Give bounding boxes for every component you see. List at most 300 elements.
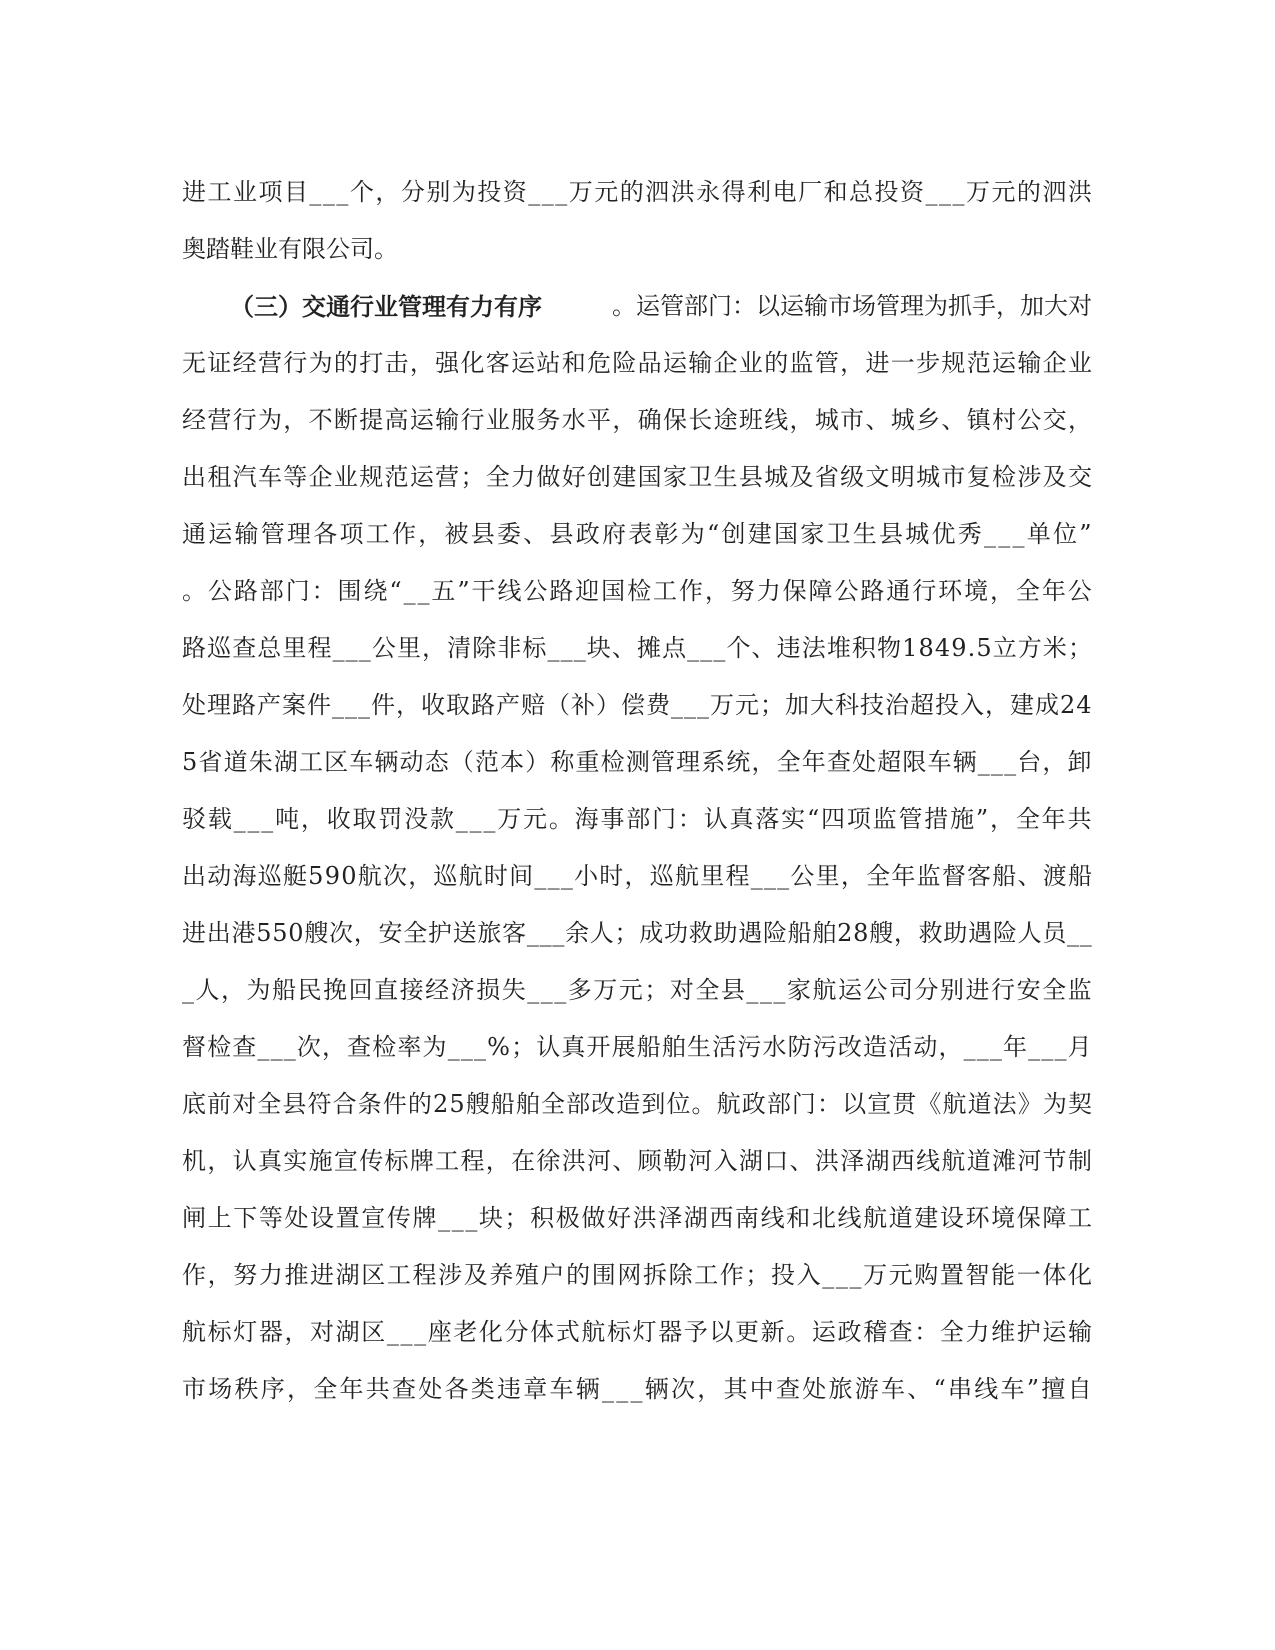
text-char: 省 xyxy=(198,748,223,776)
text-char: 老 xyxy=(453,1318,478,1346)
text-char: _ xyxy=(835,1261,848,1289)
text-char: _ xyxy=(547,634,560,662)
text-char: 经 xyxy=(182,406,206,434)
text-char: 予 xyxy=(683,1318,708,1346)
text-char: 更 xyxy=(735,1318,760,1346)
text-char: 航 xyxy=(812,976,837,1004)
text-char: 5 xyxy=(272,919,288,947)
text-char: 辆 xyxy=(374,748,399,776)
text-char: 接 xyxy=(399,976,424,1004)
text-char: （ xyxy=(546,691,570,719)
text-char: 共 xyxy=(365,1375,390,1403)
text-char: 检 xyxy=(992,463,1016,491)
text-char: _ xyxy=(465,1204,478,1232)
text-char: 处 xyxy=(418,1375,443,1403)
text-char: _ xyxy=(990,748,1003,776)
text-char: 管 xyxy=(814,349,839,377)
text-char: _ xyxy=(332,634,345,662)
text-char: 投 xyxy=(874,178,899,206)
text-char: _ xyxy=(1054,1033,1067,1061)
text-char: 政 xyxy=(575,520,600,548)
text-char: 真 xyxy=(729,805,754,833)
text-char: 运 xyxy=(837,976,862,1004)
text-char: 的 xyxy=(764,349,789,377)
text-char: 施 xyxy=(308,1147,333,1175)
text-char: 体 xyxy=(530,1318,555,1346)
text-char: 艘 xyxy=(465,1090,490,1118)
text-char: 节 xyxy=(1042,1147,1067,1175)
text-char: ， xyxy=(985,691,1009,719)
text-char: 检 xyxy=(627,577,652,605)
text-char: 条 xyxy=(357,1090,382,1118)
text-char: _ xyxy=(616,1375,629,1403)
text-char: 境 xyxy=(964,577,989,605)
text-char: 等 xyxy=(283,463,308,491)
text-char: _ xyxy=(1041,1033,1054,1061)
text-char: ， xyxy=(840,349,865,377)
text-char: 府 xyxy=(602,520,626,548)
text-char: 护 xyxy=(427,919,452,947)
text-char: 里 xyxy=(396,634,421,662)
text-char: 清 xyxy=(447,634,472,662)
text-char: 牌 xyxy=(409,1147,434,1175)
text-char: 部 xyxy=(566,1090,591,1118)
text-char: 确 xyxy=(637,406,662,434)
text-char: 为 xyxy=(246,976,271,1004)
text-char: 以 xyxy=(842,1090,867,1118)
text-char: （ xyxy=(449,748,474,776)
text-char: 保 xyxy=(662,406,687,434)
text-char: 行 xyxy=(991,976,1016,1004)
text-char: 称 xyxy=(550,748,575,776)
text-char: 。 xyxy=(691,1090,716,1118)
text-char: 助 xyxy=(943,919,968,947)
text-char: 系 xyxy=(701,748,726,776)
text-char: 督 xyxy=(182,1033,206,1061)
text-char: 客 xyxy=(485,349,510,377)
text-char: 》 xyxy=(1017,1090,1042,1118)
text-char: 程 xyxy=(725,862,750,890)
text-char: 处 xyxy=(852,748,877,776)
text-line xyxy=(182,1190,1092,1247)
text-char: 化 xyxy=(1067,1261,1092,1289)
text-char: 险 xyxy=(762,919,787,947)
text-line xyxy=(182,1304,1092,1361)
text-char: 及 xyxy=(1042,463,1067,491)
text-char: 家 xyxy=(662,463,687,491)
text-char: 水 xyxy=(561,406,586,434)
text-char: 舶 xyxy=(812,919,837,947)
text-char: _ xyxy=(773,976,786,1004)
text-char: 造 xyxy=(616,1090,641,1118)
text-char: 力 xyxy=(511,463,536,491)
text-char: 元 xyxy=(991,178,1016,206)
text-char: 出 xyxy=(206,919,231,947)
text-char: 建 xyxy=(747,520,772,548)
text-char: 、 xyxy=(611,634,636,662)
text-char: 工 xyxy=(386,1261,411,1289)
text-char: 港 xyxy=(231,919,256,947)
text-char: 航 xyxy=(942,1090,967,1118)
text-char: 案 xyxy=(282,691,306,719)
text-char: 进 xyxy=(182,919,206,947)
text-char: 车 xyxy=(349,748,374,776)
text-char: ， xyxy=(840,862,865,890)
text-char: ； xyxy=(644,976,669,1004)
text-char: ； xyxy=(504,1204,529,1232)
text-char: 车 xyxy=(927,748,952,776)
text-char: 自 xyxy=(1067,1375,1092,1403)
text-char: _ xyxy=(417,577,430,605)
text-char: 件 xyxy=(371,691,395,719)
text-char: ） xyxy=(596,691,620,719)
text-char: 查 xyxy=(776,1375,800,1403)
text-char: 安 xyxy=(1016,976,1041,1004)
text-char: 艘 xyxy=(304,919,329,947)
text-line xyxy=(182,1361,1092,1418)
text-char: 大 xyxy=(810,691,834,719)
text-char: 全 xyxy=(1015,577,1040,605)
text-char: 企 xyxy=(713,349,738,377)
text-char: % xyxy=(487,1033,510,1061)
text-char: 查 xyxy=(232,1033,257,1061)
text-char: 。 xyxy=(182,577,206,605)
text-char: 遇 xyxy=(738,919,763,947)
text-char: ） xyxy=(525,748,550,776)
text-char: 偿 xyxy=(621,691,645,719)
text-char: 万 xyxy=(863,1261,888,1289)
text-char: 位 xyxy=(1053,520,1078,548)
text-char: 加 xyxy=(785,691,809,719)
text-char: 实 xyxy=(781,805,806,833)
text-char: 舶 xyxy=(661,1033,686,1061)
text-char: _ xyxy=(455,805,468,833)
text-char: 万 xyxy=(568,178,593,206)
text-char: ， xyxy=(284,1318,309,1346)
text-char: _ xyxy=(332,691,344,719)
text-char: 企 xyxy=(308,463,333,491)
text-char: _ xyxy=(451,1204,464,1232)
text-char: 公 xyxy=(834,577,859,605)
text-char: _ xyxy=(345,634,358,662)
text-char: 取 xyxy=(352,805,377,833)
text-char: _ xyxy=(473,1033,486,1061)
text-char: 查 xyxy=(347,1033,372,1061)
text-char: 辆 xyxy=(644,1375,669,1403)
text-char: 设 xyxy=(310,1204,335,1232)
text-char: 创 xyxy=(721,520,746,548)
text-char: 置 xyxy=(335,1204,360,1232)
text-char: 航 xyxy=(458,862,483,890)
text-char: 公 xyxy=(1017,406,1042,434)
text-char: 推 xyxy=(284,1261,309,1289)
text-char: 费 xyxy=(646,691,670,719)
text-char: 挽 xyxy=(323,976,348,1004)
text-char: 资 xyxy=(900,178,925,206)
text-char: 4 xyxy=(934,634,951,662)
text-line xyxy=(182,905,1092,962)
text-char: 文 xyxy=(865,463,890,491)
text-char: 汽 xyxy=(232,463,257,491)
text-char: 治 xyxy=(885,691,909,719)
text-char: 镇 xyxy=(966,406,991,434)
text-char: 超 xyxy=(910,691,934,719)
text-char: 县 xyxy=(549,520,574,548)
text-char: 营 xyxy=(207,406,232,434)
text-char: ， xyxy=(353,919,378,947)
text-char: 城 xyxy=(890,406,915,434)
text-char: 口 xyxy=(764,1147,789,1175)
text-char: 、 xyxy=(907,1375,932,1403)
text-char: 检 xyxy=(600,748,625,776)
text-char: 为 xyxy=(257,406,282,434)
text-char: 彰 xyxy=(654,520,679,548)
text-char: _ xyxy=(687,634,700,662)
text-char: 渡 xyxy=(1042,862,1067,890)
text-char: 的 xyxy=(333,349,358,377)
text-line xyxy=(182,1076,1092,1133)
text-char: 洪 xyxy=(814,1147,839,1175)
text-char: _ xyxy=(322,178,335,206)
text-char: 章 xyxy=(523,1375,548,1403)
text-char: 湖 xyxy=(335,1261,360,1289)
text-char: 国 xyxy=(637,463,662,491)
text-char: 对 xyxy=(232,1090,257,1118)
text-char: 徐 xyxy=(536,1147,561,1175)
text-char: 个 xyxy=(726,634,751,662)
text-char: 超 xyxy=(877,748,902,776)
text-char: ， xyxy=(989,577,1014,605)
text-char: ； xyxy=(745,1261,770,1289)
text-char: 力 xyxy=(965,1318,990,1346)
text-char: 船 xyxy=(272,976,297,1004)
text-char: 国 xyxy=(601,577,626,605)
text-line xyxy=(182,449,1092,506)
text-char: 管 xyxy=(650,748,675,776)
text-char: 输 xyxy=(1067,1318,1092,1346)
text-char: 5 xyxy=(308,862,324,890)
text-char: 范 xyxy=(384,463,409,491)
text-char: _ xyxy=(400,1318,413,1346)
text-char: 场 xyxy=(208,1375,233,1403)
text-char: 高 xyxy=(384,406,409,434)
text-char: _ xyxy=(526,919,539,947)
text-char: 范 xyxy=(474,748,499,776)
text-char: 投 xyxy=(477,178,502,206)
text-char: 途 xyxy=(713,406,738,434)
text-char: 查 xyxy=(392,1375,416,1403)
text-char: 损 xyxy=(476,976,501,1004)
text-char: 9 xyxy=(324,862,340,890)
text-char: 及 xyxy=(789,463,814,491)
text-char: 路 xyxy=(182,634,206,662)
text-char: _ xyxy=(963,1033,976,1061)
text-char: 为 xyxy=(680,520,705,548)
text-char: 点 xyxy=(662,634,687,662)
text-char: 车 xyxy=(257,463,282,491)
text-char: 湖 xyxy=(683,1204,708,1232)
text-char: 河 xyxy=(1017,1147,1042,1175)
text-char: 洪 xyxy=(1067,178,1092,206)
text-char: _ xyxy=(671,691,683,719)
text-char: 工 xyxy=(435,1147,460,1175)
text-char: 机 xyxy=(182,1147,206,1175)
text-char: 5 xyxy=(976,634,992,662)
text-char: 得 xyxy=(721,178,746,206)
text-char: 涉 xyxy=(438,1261,463,1289)
text-char: _ xyxy=(684,691,696,719)
text-char: 通 xyxy=(886,577,911,605)
text-char: 人 xyxy=(589,919,614,947)
text-char: 工 xyxy=(207,178,232,206)
text-char: 全 xyxy=(1042,976,1067,1004)
text-char: 区 xyxy=(361,1318,386,1346)
text-char: 电 xyxy=(772,178,797,206)
text-char: _ xyxy=(777,862,790,890)
text-char: 、 xyxy=(751,634,776,662)
text-char: 车 xyxy=(549,1375,574,1403)
text-char: 1 xyxy=(902,634,918,662)
text-char: 宣 xyxy=(867,1090,892,1118)
text-char: _ xyxy=(358,691,370,719)
text-char: 落 xyxy=(755,805,780,833)
text-char: 路 xyxy=(549,577,574,605)
text-char: 5 xyxy=(182,748,198,776)
text-char: 查 xyxy=(826,748,851,776)
text-char: 重 xyxy=(575,748,600,776)
text-char: 乡 xyxy=(916,406,941,434)
text-char: 开 xyxy=(586,1033,611,1061)
text-char: ， xyxy=(697,1375,722,1403)
text-char: 前 xyxy=(207,1090,232,1118)
text-char: 块 xyxy=(478,1204,503,1232)
text-char: 规 xyxy=(359,463,384,491)
text-line xyxy=(182,164,1092,221)
text-char: 违 xyxy=(497,1375,521,1403)
text-char: 为 xyxy=(1042,1090,1067,1118)
text-char: 传 xyxy=(359,1147,384,1175)
text-char: 共 xyxy=(1067,805,1092,833)
text-char: 输 xyxy=(234,520,259,548)
text-char: 态 xyxy=(424,748,449,776)
text-char: 元 xyxy=(618,976,643,1004)
text-char: 分 xyxy=(504,1318,529,1346)
text-char: 全 xyxy=(939,1318,964,1346)
text-char: 运 xyxy=(992,349,1016,377)
text-char: _ xyxy=(849,1261,862,1289)
text-char: 级 xyxy=(840,463,865,491)
text-char: 2 xyxy=(837,919,853,947)
text-line xyxy=(182,392,1092,449)
text-char: _ xyxy=(414,1318,427,1346)
text-char: 全 xyxy=(257,1090,282,1118)
text-char: _ xyxy=(554,976,567,1004)
text-char: 洪 xyxy=(561,1147,586,1175)
text-char: 2 xyxy=(1060,691,1076,719)
text-char: 监 xyxy=(872,805,897,833)
text-char: 全 xyxy=(485,463,510,491)
text-char: 运 xyxy=(811,1318,836,1346)
text-char: 永 xyxy=(696,178,721,206)
text-char: “ xyxy=(806,805,820,833)
text-char: _ xyxy=(713,634,726,662)
text-char: 湖 xyxy=(865,1147,890,1175)
text-char: 万 xyxy=(710,691,734,719)
text-char: 造 xyxy=(863,1033,888,1061)
text-char: 创 xyxy=(587,463,611,491)
text-char: 船 xyxy=(787,919,812,947)
text-char: 补 xyxy=(571,691,595,719)
text-line xyxy=(182,791,1092,848)
text-char: 多 xyxy=(567,976,592,1004)
text-char: 的 xyxy=(619,178,644,206)
text-char: 客 xyxy=(502,919,527,947)
text-char: 行 xyxy=(912,577,937,605)
text-char: 巡 xyxy=(433,862,458,890)
text-char: 运 xyxy=(409,463,434,491)
text-char: 北 xyxy=(811,1204,836,1232)
text-char: 元 xyxy=(594,178,619,206)
text-char: 次 xyxy=(671,1375,695,1403)
text-char: 0 xyxy=(341,862,357,890)
section-heading-line xyxy=(182,278,1092,335)
text-char: 驳 xyxy=(182,805,206,833)
text-char: 游 xyxy=(854,1375,879,1403)
text-char: 表 xyxy=(628,520,653,548)
text-char: 证 xyxy=(207,349,232,377)
text-char: ， xyxy=(207,1261,232,1289)
text-char: 宣 xyxy=(333,1147,358,1175)
text-char: 理 xyxy=(676,748,701,776)
text-char: 和 xyxy=(561,349,586,377)
text-char: ； xyxy=(511,1033,536,1061)
text-char: 河 xyxy=(587,1147,611,1175)
text-char: 部 xyxy=(766,1090,791,1118)
text-char: 湖 xyxy=(335,1318,360,1346)
text-char: 体 xyxy=(1042,1261,1067,1289)
text-char: 生 xyxy=(687,1033,712,1061)
text-char: 经 xyxy=(232,349,257,377)
text-char: 委 xyxy=(497,520,521,548)
text-char: 围 xyxy=(337,577,362,605)
text-char: 建 xyxy=(1010,691,1034,719)
text-char: ， xyxy=(938,1033,963,1061)
text-char: “ xyxy=(389,577,402,605)
section-heading: （三）交通行业管理有力有序 xyxy=(230,292,542,321)
text-char: 以 xyxy=(709,1318,734,1346)
text-char: 、 xyxy=(941,406,966,434)
text-char: 通 xyxy=(182,520,206,548)
text-char: 涉 xyxy=(1017,463,1042,491)
text-char: ： xyxy=(914,1318,939,1346)
text-char: 民 xyxy=(297,976,322,1004)
text-char: 运 xyxy=(511,349,536,377)
text-char: 收 xyxy=(326,805,351,833)
text-char: 限 xyxy=(902,748,927,776)
text-char: ” xyxy=(1079,520,1092,548)
text-char: 送 xyxy=(452,919,477,947)
text-char: _ xyxy=(998,520,1011,548)
text-char: 洪 xyxy=(670,178,695,206)
text-char: 四 xyxy=(821,805,846,833)
text-char: 员 xyxy=(1042,919,1067,947)
text-char: 做 xyxy=(536,463,561,491)
text-char: 活 xyxy=(712,1033,737,1061)
text-char: 等 xyxy=(258,1204,283,1232)
text-char: 除 xyxy=(472,634,497,662)
text-char: 障 xyxy=(808,577,833,605)
text-char: 契 xyxy=(1067,1090,1092,1118)
